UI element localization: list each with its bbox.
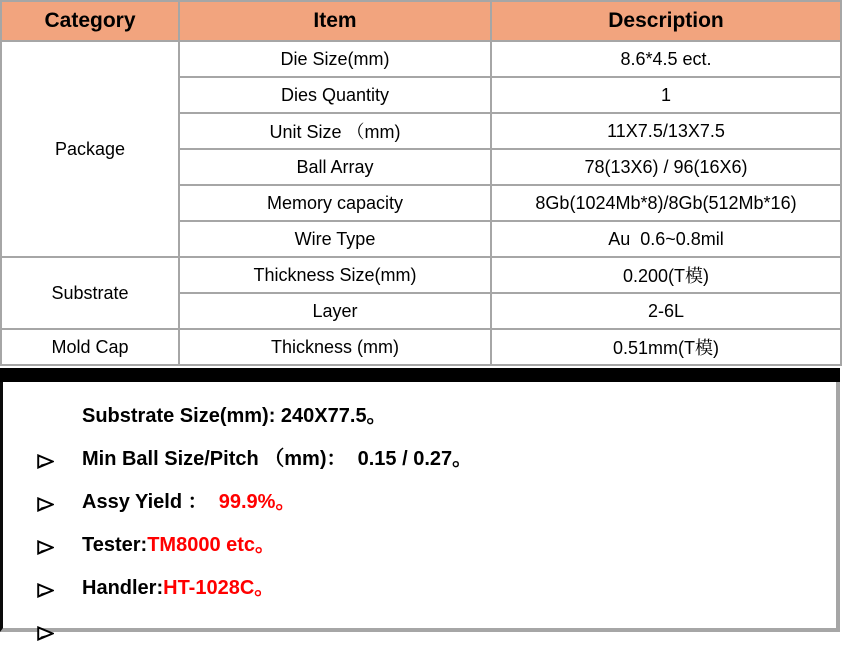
header-category: Category [1,1,179,41]
item-cell: Layer [179,293,491,329]
note-text [82,442,472,471]
note-text [82,528,275,557]
notes-list [37,392,836,607]
note-segment: Assy Yield ： [82,491,219,513]
category-cell-mold-cap: Mold Cap [1,329,179,365]
note-text [82,399,387,428]
arrow-bullet-icon [37,406,54,421]
arrow-bullet-icon [37,578,54,593]
note-segment: Tester: [82,534,148,556]
desc-cell: 78(13X6) / 96(16X6) [491,149,841,185]
item-cell: Wire Type [179,221,491,257]
note-item [37,521,836,564]
header-description: Description [491,1,841,41]
note-item [37,435,836,478]
table-row [1,329,841,365]
divider-bar [0,368,840,382]
desc-cell: Au 0.6~0.8mil [491,221,841,257]
arrow-bullet-icon [37,492,54,507]
note-segment: Min Ball Size/Pitch （mm)： 0.15 / 0.27。 [82,448,473,470]
arrow-bullet-icon [37,535,54,550]
category-cell-substrate: Substrate [1,257,179,329]
desc-cell: 0.200(T模) [491,257,841,293]
item-cell: Thickness Size(mm) [179,257,491,293]
item-cell: Ball Array [179,149,491,185]
table-row [1,257,841,293]
note-item [37,478,836,521]
note-item [37,392,836,435]
header-item: Item [179,1,491,41]
note-segment: Substrate Size(mm): 240X77.5。 [82,405,387,427]
table-row [1,41,841,77]
item-cell: Die Size(mm) [179,41,491,77]
arrow-bullet-icon [37,449,54,464]
note-segment-highlight: TM8000 etc。 [147,534,276,556]
desc-cell: 8.6*4.5 ect. [491,41,841,77]
item-cell: Unit Size （mm) [179,113,491,149]
item-cell: Dies Quantity [179,77,491,113]
note-text [82,485,295,514]
item-cell: Memory capacity [179,185,491,221]
note-item [37,564,836,607]
item-cell: Thickness (mm) [179,329,491,365]
note-segment-highlight: HT-1028C。 [163,577,275,599]
notes-panel [0,382,840,632]
desc-cell: 0.51mm(T模) [491,329,841,365]
desc-cell: 8Gb(1024Mb*8)/8Gb(512Mb*16) [491,185,841,221]
desc-cell: 2-6L [491,293,841,329]
note-segment: Handler: [82,577,164,599]
desc-cell: 11X7.5/13X7.5 [491,113,841,149]
desc-cell: 1 [491,77,841,113]
note-segment-highlight: 99.9%。 [218,491,296,513]
header-row [1,1,841,41]
category-cell-package: Package [1,41,179,257]
note-text [82,571,274,600]
